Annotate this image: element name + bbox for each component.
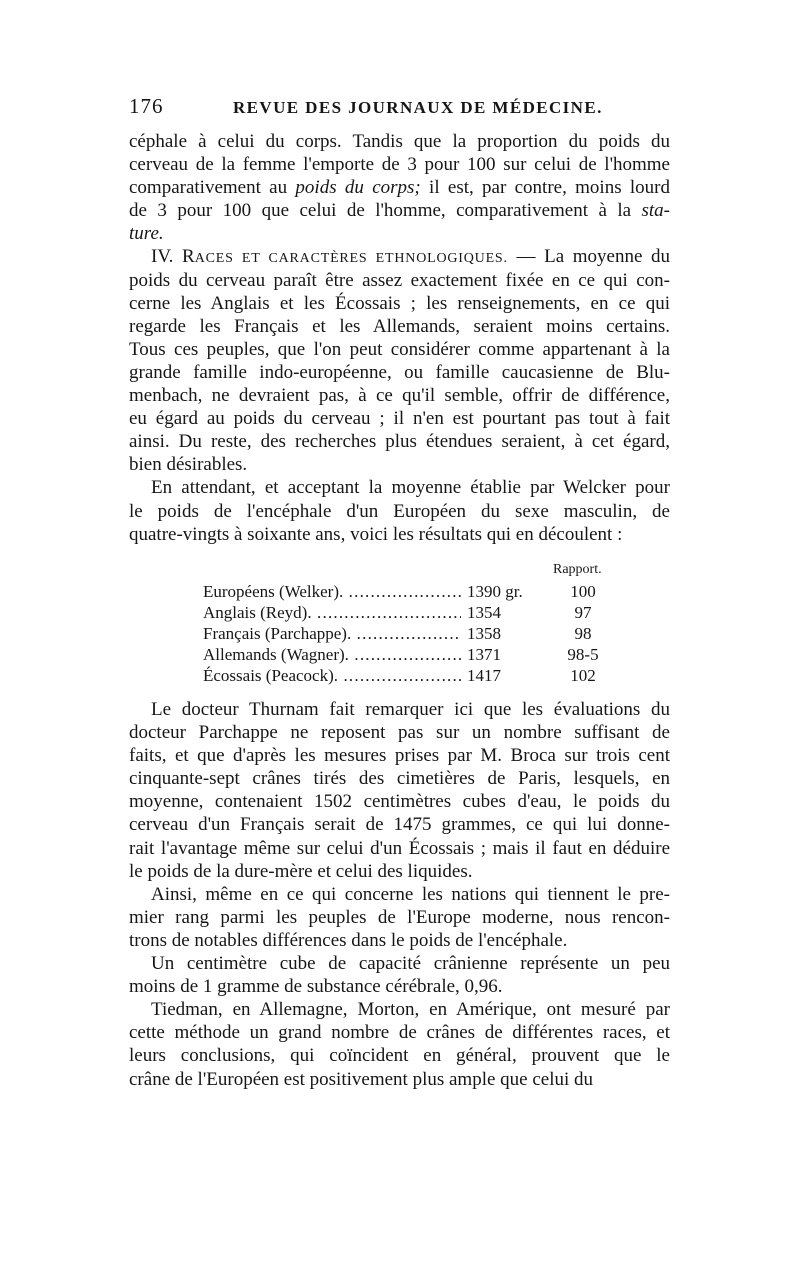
row-weight: 1371 — [467, 645, 501, 664]
text-line: Tiedman, en Allemagne, Morton, en Amérique, ont mesuré par — [151, 999, 670, 1021]
text-line: docteur Parchappe ne reposent pas sur un nombre suffisant de — [129, 722, 670, 744]
text-line: moins de 1 gramme de substance cérébrale, 0,96. — [129, 976, 503, 998]
text-line: comparativement au poids du corps; il est, par contre, moins lourd — [129, 177, 670, 199]
text-line: En attendant, et acceptant la moyenne établie par Welcker pour — [151, 477, 670, 499]
text-line: cerne les Anglais et les Écossais ; les renseignements, en ce qui — [129, 292, 670, 314]
text-line: Tous ces peuples, que l'on peut considérer comme appartenant à la — [129, 338, 670, 360]
paragraph — [129, 698, 670, 883]
row-ratio: 97 — [574, 603, 592, 622]
section-body — [129, 269, 670, 477]
row-name: Écossais (Peacock). ..... — [203, 666, 461, 686]
paragraph-attendant — [129, 476, 670, 545]
text-line: ture. — [129, 223, 164, 245]
paragraph-corps — [129, 130, 670, 245]
text-line: bien désirables. — [129, 454, 248, 476]
row-weight: 1358 — [467, 624, 501, 643]
paragraph — [129, 998, 670, 1090]
row-name: Allemands (Wagner). ..... — [203, 645, 461, 665]
row-weight: 1390 gr. — [467, 582, 523, 601]
text-line: grande famille indo-européenne, ou famille caucasienne de Blu- — [129, 361, 670, 383]
row-name: Européens (Welker). ..... — [203, 582, 461, 602]
text-line: moyenne, contenaient 1502 centimètres cubes d'eau, le poids du — [129, 791, 670, 813]
paragraph — [129, 883, 670, 952]
text-line: rait l'avantage même sur celui d'un Écossais ; mais il faut en déduire — [129, 837, 670, 859]
text-line: menbach, ne devraient pas, à ce qu'il semble, offrir de différence, — [129, 385, 670, 407]
paragraph — [129, 952, 670, 998]
page-header — [129, 94, 669, 124]
text-line: poids du cerveau paraît être assez exactement fixée en ce qui con- — [129, 269, 670, 291]
section-races — [129, 245, 670, 476]
text-line: Le docteur Thurnam fait remarquer ici que les évaluations du — [151, 699, 670, 720]
text-line: leurs conclusions, qui coïncident en général, prouvent que le — [129, 1045, 670, 1067]
text-line: Ainsi, même en ce qui concerne les nations qui tiennent le pre- — [151, 883, 670, 905]
text-line: cerveau d'un Français serait de 1475 grammes, ce qui lui donne- — [129, 814, 670, 836]
row-ratio: 102 — [570, 666, 596, 685]
text-line: cette méthode un grand nombre de crânes de différentes races, et — [129, 1022, 670, 1044]
text-line: ainsi. Du reste, des recherches plus étendues seraient, à cet égard, — [129, 431, 670, 453]
body-text-bottom — [129, 698, 670, 1091]
text-line: trons de notables différences dans le poids de l'encéphale. — [129, 929, 568, 951]
row-name: Anglais (Reyd). ..... — [203, 603, 461, 623]
rapport-header: Rapport. — [553, 562, 602, 577]
row-weight: 1354 — [467, 603, 501, 622]
text-line: mier rang parmi les peuples de l'Europe moderne, nous rencon- — [129, 906, 670, 928]
text-line: céphale à celui du corps. Tandis que la proportion du poids du — [129, 131, 670, 152]
row-ratio: 98-5 — [567, 645, 599, 664]
text-line: eu égard au poids du cerveau ; il n'en est pourtant pas tout à fait — [129, 408, 670, 430]
text-line: cerveau de la femme l'emporte de 3 pour 100 sur celui de l'homme — [129, 154, 670, 176]
text-line: regarde les Français et les Allemands, seraient moins certains. — [129, 315, 670, 337]
body-text-top — [129, 130, 670, 546]
text-line: le poids de l'encéphale d'un Européen du sexe masculin, de — [129, 500, 670, 522]
row-weight: 1417 — [467, 666, 501, 685]
page-number: 176 — [129, 94, 164, 118]
row-name: Français (Parchappe). ..... — [203, 624, 461, 644]
row-ratio: 98 — [574, 624, 592, 643]
text-line: quatre-vingts à soixante ans, voici les résultats qui en découlent : — [129, 523, 623, 545]
text-line: le poids de la dure-mère et celui des liquides. — [129, 860, 473, 882]
section-heading-rest: — La moyenne du — [516, 246, 670, 268]
row-ratio: 100 — [570, 582, 596, 601]
text-line: crâne de l'Européen est positivement plus ample que celui du — [129, 1068, 594, 1090]
section-number: IV. — [151, 246, 174, 268]
text-line: faits, et que d'après les mesures prises par M. Broca sur trois cent — [129, 745, 670, 767]
running-title: REVUE DES JOURNAUX DE MÉDECINE. — [233, 98, 603, 117]
text-line: de 3 pour 100 que celui de l'homme, comparativement à la sta- — [129, 200, 670, 222]
section-heading: RACES ET CARACTÈRES ETHNOLOGIQUES. — [182, 246, 508, 268]
section-heading-line — [129, 245, 670, 268]
text-line: cinquante-sept crânes tirés des cimetières de Paris, lesquels, en — [129, 768, 670, 790]
text-line: Un centimètre cube de capacité crânienne représente un peu — [151, 953, 670, 975]
